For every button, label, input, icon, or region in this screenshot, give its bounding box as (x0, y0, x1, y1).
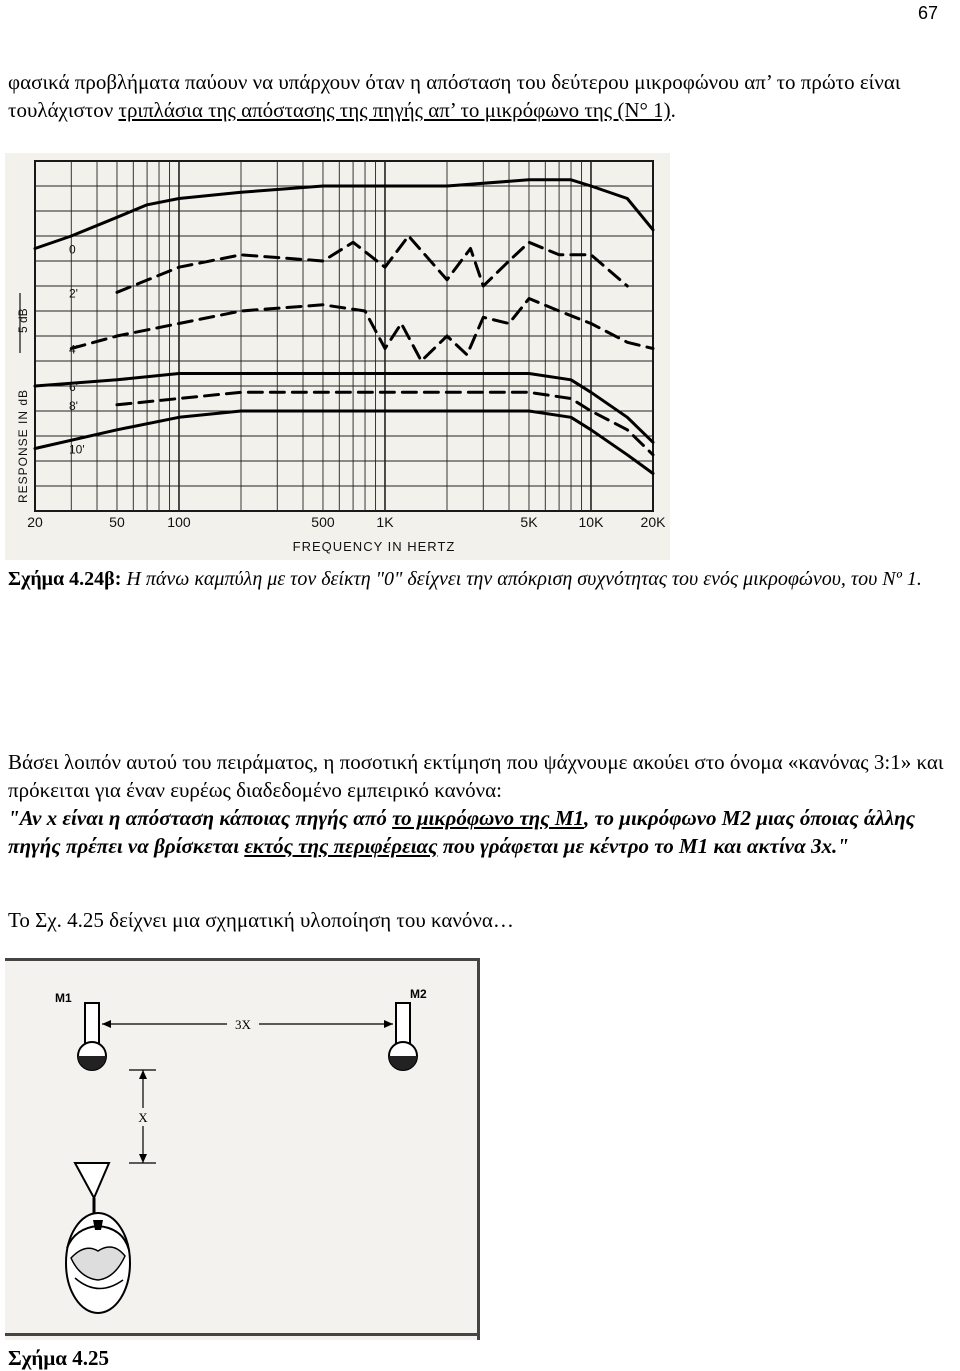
three-to-one-rule-diagram (5, 958, 480, 1340)
frequency-response-chart (5, 153, 670, 560)
chart-x-axis-label: FREQUENCY IN HERTZ (292, 539, 456, 554)
chart-x-tick-label: 1K (376, 514, 394, 530)
rule-text-part3: που γράφεται με κέντρο το Μ1 και ακτίνα 3x." (437, 834, 849, 858)
chart-series-label: 6' (69, 380, 78, 394)
figure-caption-label: Σχήμα 4.24β: (8, 568, 122, 590)
rule-underline-1: το μικρόφωνο της Μ1 (392, 806, 584, 830)
rule-text-part1: "Αν x είναι η απόσταση κάποιας πηγής από (8, 806, 393, 830)
chart-x-tick-label: 10K (578, 514, 604, 530)
chart-series-label: 2' (69, 286, 78, 301)
body-paragraph (8, 748, 950, 860)
diagram-bottom-border (5, 1333, 480, 1336)
chart-x-tick-label: 500 (311, 514, 335, 530)
chart-paper (5, 153, 670, 560)
mic2-label: M2 (410, 987, 427, 1001)
distance-x-label: X (138, 1110, 148, 1125)
chart-scale-marker-label: 5 dB (16, 308, 30, 333)
intro-underlined-text: τριπλάσια της απόστασης της πηγής απ’ το μικρόφωνο της (Ν° 1) (118, 98, 671, 122)
figure-caption-text: Η πάνω καμπύλη με τον δείκτη "0" δείχνει την απόκριση συχνότητας του ενός μικροφώνου, του Νº 1. (121, 568, 922, 590)
chart-x-tick-label: 5K (520, 514, 538, 530)
rule-underline-2: εκτός της περιφέρειας (244, 834, 438, 858)
figure-reference: Το Σχ. 4.25 δείχνει μια σχηματική υλοποίηση του κανόνα… (8, 908, 514, 932)
intro-text: φασικά προβλήματα παύουν να υπάρχουν όταν η απόσταση του δεύτερου μικροφώνου απ’ το πρώτο είναι τουλάχιστον (8, 70, 901, 122)
rule-text-part2: , το μικρόφωνο Μ2 μιας όποιας άλλης πηγής πρέπει να βρίσκεται (8, 806, 916, 858)
chart-y-axis-label: RESPONSE IN dB (16, 388, 30, 503)
rule-text (8, 806, 915, 858)
chart-series-label: 8' (69, 398, 78, 413)
chart-x-tick-label: 20K (640, 514, 666, 530)
distance-3x-label: 3X (235, 1017, 251, 1032)
page-number: 67 (917, 3, 938, 23)
diagram-right-border (477, 958, 480, 1340)
intro-text-end: . (670, 98, 676, 122)
intro-paragraph (8, 68, 950, 124)
diagram-top-border (5, 958, 480, 961)
rule-intro-text: Βάσει λοιπόν αυτού του πειράματος, η ποσοτική εκτίμηση που ψάχνουμε ακούει στο όνομα «κανόνας 3:1» και πρόκειται για έναν ευρέως διαδεδομένο εμπειρικό κανόνα: (8, 750, 944, 802)
chart-x-tick-label: 20 (27, 514, 43, 530)
figure-caption-4-24 (8, 565, 922, 593)
chart-series-label: 0 (69, 242, 76, 257)
chart-series-label: 10' (69, 442, 85, 457)
chart-x-tick-label: 50 (109, 514, 125, 530)
mic1-label: M1 (55, 991, 72, 1005)
figure-caption-4-25: Σχήμα 4.25 (8, 1346, 109, 1370)
chart-series-label: 4' (69, 342, 78, 357)
chart-x-tick-label: 100 (167, 514, 191, 530)
